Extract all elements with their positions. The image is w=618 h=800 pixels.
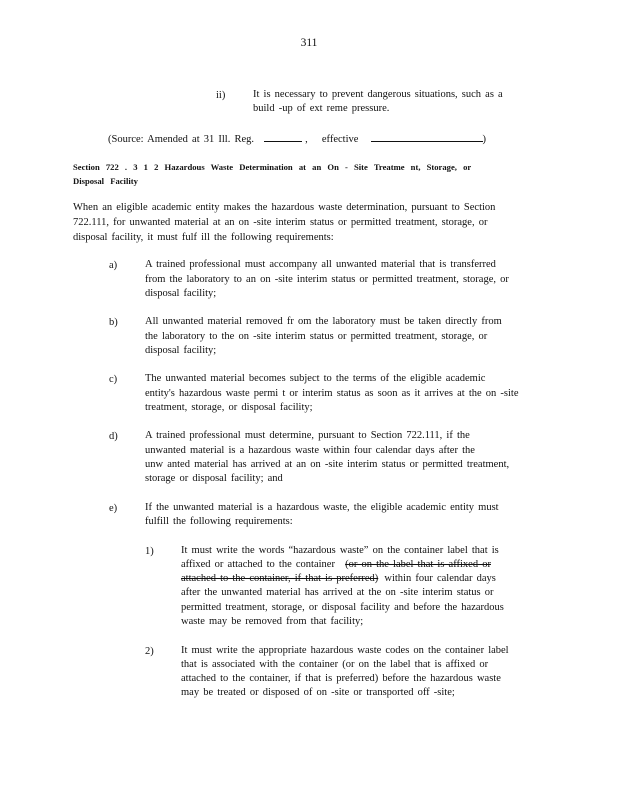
- sub-item-1-line-2: [181, 558, 491, 572]
- item-a-line-1: A trained professional must accompany all unwanted material that is transferred: [145, 259, 496, 270]
- item-d-label: d): [109, 431, 118, 442]
- item-a-line-3: disposal facility;: [145, 288, 217, 299]
- intro-line-1: When an eligible academic entity makes the hazardous waste determination, pursuant to Section: [73, 202, 496, 213]
- page-number: 311: [300, 37, 318, 49]
- item-d-line-3: unw anted material has arrived at an on -site interim status or permitted treatment,: [145, 459, 510, 470]
- item-ii-line-1: It is necessary to prevent dangerous situations, such as a: [253, 89, 503, 100]
- sub-item-2-line-2: that is associated with the container (or on the label that is affixed or: [181, 659, 489, 670]
- sub-item-2-line-3: attached to the container, if that is preferred) before the hazardous waste: [181, 673, 501, 684]
- section-heading-line-1: Section 722 . 3 1 2 Hazardous Waste Determination at an On - Site Treatme nt, Storage, or: [73, 162, 472, 172]
- deleted-text: attached to the container, if that is preferred): [181, 573, 379, 584]
- intro-line-3: disposal facility, it must fulf ill the following requirements:: [73, 232, 334, 243]
- sub-item-2-line-1: It must write the appropriate hazardous waste codes on the container label: [181, 645, 509, 656]
- source-effective: effective: [321, 134, 359, 145]
- item-d-line-4: storage or disposal facility; and: [145, 473, 283, 484]
- sub-item-1-line-1: It must write the words “hazardous waste” on the container label that is: [181, 545, 499, 556]
- sub-item-1-line-6: waste may be removed from that facility;: [181, 616, 364, 627]
- section-heading-line-2: Disposal Facility: [73, 176, 138, 186]
- item-c-line-2: entity's hazardous waste permi t or interim status as soon as it arrives at the on -site: [145, 388, 519, 399]
- item-c-line-1: The unwanted material becomes subject to the terms of the eligible academic: [145, 373, 486, 384]
- item-e-label: e): [109, 503, 118, 514]
- sub-item-1-label: 1): [145, 546, 154, 557]
- intro-line-2: 722.111, for unwanted material at an on -site interim status or permitted treatment, storage, or: [73, 217, 488, 228]
- item-c-line-3: treatment, storage, or disposal facility;: [145, 402, 313, 413]
- source-close: ): [482, 134, 487, 145]
- item-b-line-1: All unwanted material removed fr om the laboratory must be taken directly from: [145, 316, 502, 327]
- deleted-text: (or on the label that is affixed or: [345, 559, 491, 570]
- effective-date-blank: [371, 131, 483, 142]
- item-e-line-2: fulfill the following requirements:: [145, 516, 293, 527]
- item-e-line-1: If the unwanted material is a hazardous waste, the eligible academic entity must: [145, 502, 499, 513]
- sub-item-1-line-4: after the unwanted material has arrived at the on -site interim status or: [181, 587, 494, 598]
- item-d-line-2: unwanted material is a hazardous waste within four calendar days after the: [145, 445, 475, 456]
- item-a-line-2: from the laboratory to an on -site interim status or permitted treatment, storage, or: [145, 274, 509, 285]
- item-c-label: c): [109, 374, 118, 385]
- sub-item-1-line-2-text: affixed or attached to the container: [181, 559, 335, 570]
- sub-item-1-line-5: permitted treatment, storage, or disposal facility and before the hazardous: [181, 602, 504, 613]
- item-b-line-3: disposal facility;: [145, 345, 217, 356]
- item-d-line-1: A trained professional must determine, pursuant to Section 722.111, if the: [145, 430, 470, 441]
- sub-item-1-line-3-text: within four calendar days: [384, 573, 496, 584]
- sub-item-2-line-4: may be treated or disposed of on -site or transported off -site;: [181, 687, 455, 698]
- source-prefix: (Source: Amended at 31 Ill. Reg.: [108, 134, 255, 145]
- item-a-label: a): [109, 260, 118, 271]
- item-ii-line-2: build -up of ext reme pressure.: [253, 103, 390, 114]
- item-b-line-2: the laboratory to the on -site interim status or permitted treatment, storage, or: [145, 331, 488, 342]
- item-b-label: b): [109, 317, 118, 328]
- item-ii-label: ii): [216, 90, 226, 101]
- sub-item-2-label: 2): [145, 646, 154, 657]
- source-line: (Source: Amended at 31 Ill. Reg. , effective ): [108, 131, 486, 147]
- register-blank: [264, 131, 302, 142]
- sub-item-1-line-3: [181, 572, 496, 586]
